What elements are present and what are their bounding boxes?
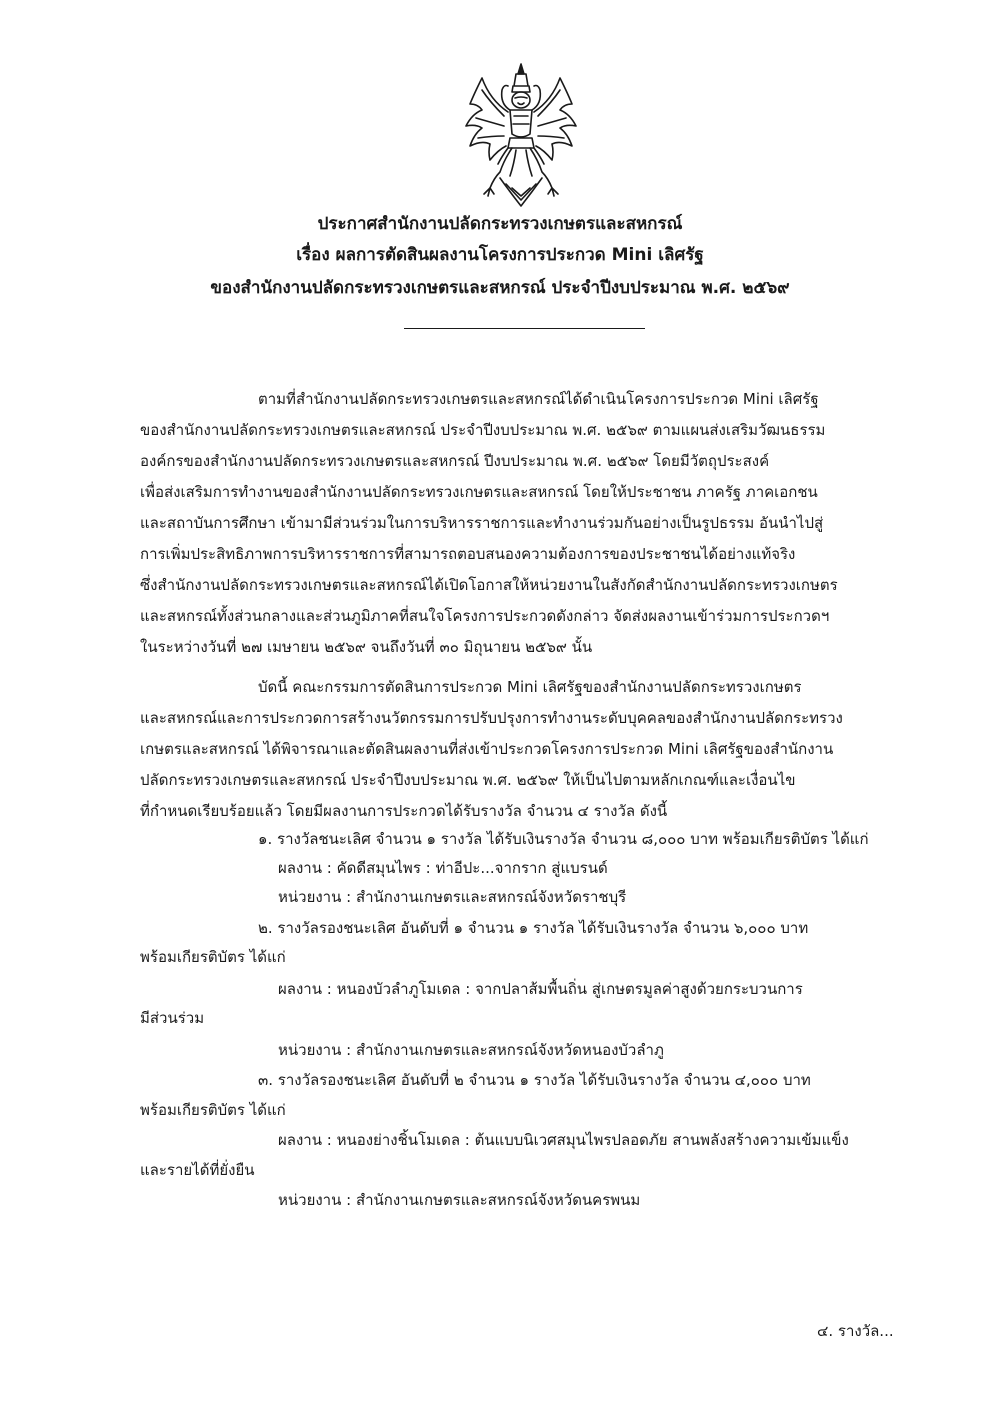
paragraph-1-line: ซึ่งสำนักงานปลัดกระทรวงเกษตรและสหกรณ์ได้เปิดโอกาสให้หน่วยงานในสังกัดสำนักงานปลัดกระทรวงเกษตร [140, 576, 838, 594]
paragraph-1-line: เพื่อส่งเสริมการทำงานของสำนักงานปลัดกระทรวงเกษตรและสหกรณ์ โดยให้ประชาชน ภาครัฐ ภาคเอกชน [140, 483, 818, 501]
award-3-work: ผลงาน : หนองย่างชิ้นโมเดล : ต้นแบบนิเวศสมุนไพรปลอดภัย สานพลังสร้างความเข้มแข็ง [278, 1131, 849, 1149]
announcement-title: ประกาศสำนักงานปลัดกระทรวงเกษตรและสหกรณ์ [317, 214, 683, 234]
paragraph-2-line: และสหกรณ์และการประกวดการสร้างนวัตกรรมการปรับปรุงการทำงานระดับบุคคลของสำนักงานปลัดกระทรวง [140, 709, 843, 727]
award-3-unit: หน่วยงาน : สำนักงานเกษตรและสหกรณ์จังหวัดนครพนม [278, 1191, 641, 1209]
paragraph-2-line: ปลัดกระทรวงเกษตรและสหกรณ์ ประจำปีงบประมาณ พ.ศ. ๒๕๖๙ ให้เป็นไปตามหลักเกณฑ์และเงื่อนไข [140, 771, 796, 789]
award-1-work: ผลงาน : คัดดีสมุนไพร : ท่าอีปะ...จากราก สู่แบรนด์ [278, 859, 608, 877]
announcement-subject: เรื่อง ผลการตัดสินผลงานโครงการประกวด Mini เลิศรัฐ [296, 245, 704, 265]
garuda-emblem-icon [460, 60, 582, 210]
award-3-line-continued: พร้อมเกียรติบัตร ได้แก่ [140, 1101, 286, 1119]
award-1-line: ๑. รางวัลชนะเลิศ จำนวน ๑ รางวัล ได้รับเงินรางวัล จำนวน ๘,๐๐๐ บาท พร้อมเกียรติบัตร ได้แก่ [258, 830, 869, 848]
award-2-work: ผลงาน : หนองบัวลำภูโมเดล : จากปลาส้มพื้นถิ่น สู่เกษตรมูลค่าสูงด้วยกระบวนการ [278, 980, 803, 998]
paragraph-1-line: องค์กรของสำนักงานปลัดกระทรวงเกษตรและสหกรณ์ ปีงบประมาณ พ.ศ. ๒๕๖๙ โดยมีวัตถุประสงค์ [140, 452, 770, 470]
heading-divider [404, 328, 645, 329]
paragraph-1-line: ตามที่สำนักงานปลัดกระทรวงเกษตรและสหกรณ์ได้ดำเนินโครงการประกวด Mini เลิศรัฐ [258, 390, 819, 408]
award-3-work-continued: และรายได้ที่ยั่งยืน [140, 1161, 255, 1179]
paragraph-1-line: และสถาบันการศึกษา เข้ามามีส่วนร่วมในการบริหารราชการและทำงานร่วมกันอย่างเป็นรูปธรรม อันนำไปสู่ [140, 514, 824, 532]
award-2-work-continued: มีส่วนร่วม [140, 1009, 205, 1027]
award-2-unit: หน่วยงาน : สำนักงานเกษตรและสหกรณ์จังหวัดหนองบัวลำภู [278, 1041, 664, 1059]
award-3-line: ๓. รางวัลรองชนะเลิศ อันดับที่ ๒ จำนวน ๑ รางวัล ได้รับเงินรางวัล จำนวน ๔,๐๐๐ บาท [258, 1071, 811, 1089]
award-2-line: ๒. รางวัลรองชนะเลิศ อันดับที่ ๑ จำนวน ๑ รางวัล ได้รับเงินรางวัล จำนวน ๖,๐๐๐ บาท [258, 919, 809, 937]
award-1-unit: หน่วยงาน : สำนักงานเกษตรและสหกรณ์จังหวัดราชบุรี [278, 888, 627, 906]
paragraph-2-line: เกษตรและสหกรณ์ ได้พิจารณาและตัดสินผลงานที่ส่งเข้าประกวดโครงการประกวด Mini เลิศรัฐของสำนักงาน [140, 740, 834, 758]
paragraph-1-line: ในระหว่างวันที่ ๒๗ เมษายน ๒๕๖๙ จนถึงวันที่ ๓๐ มิถุนายน ๒๕๖๙ นั้น [140, 638, 593, 656]
paragraph-1-line: ของสำนักงานปลัดกระทรวงเกษตรและสหกรณ์ ประจำปีงบประมาณ พ.ศ. ๒๕๖๙ ตามแผนส่งเสริมวัฒนธรรม [140, 421, 826, 439]
paragraph-1-line: การเพิ่มประสิทธิภาพการบริหารราชการที่สามารถตอบสนองความต้องการของประชาชนได้อย่างแท้จริง [140, 545, 796, 563]
paragraph-2-line: บัดนี้ คณะกรรมการตัดสินการประกวด Mini เลิศรัฐของสำนักงานปลัดกระทรวงเกษตร [258, 678, 802, 696]
paragraph-2-line: ที่กำหนดเรียบร้อยแล้ว โดยมีผลงานการประกวดได้รับรางวัล จำนวน ๔ รางวัล ดังนี้ [140, 802, 668, 820]
announcement-subject-continued: ของสำนักงานปลัดกระทรวงเกษตรและสหกรณ์ ประจำปีงบประมาณ พ.ศ. ๒๕๖๙ [210, 278, 790, 298]
paragraph-1-line: และสหกรณ์ทั้งส่วนกลางและส่วนภูมิภาคที่สนใจโครงการประกวดดังกล่าว จัดส่งผลงานเข้าร่วมการประกวดฯ [140, 607, 830, 625]
page-continuation: ๔. รางวัล... [817, 1322, 894, 1340]
award-2-line-continued: พร้อมเกียรติบัตร ได้แก่ [140, 948, 286, 966]
